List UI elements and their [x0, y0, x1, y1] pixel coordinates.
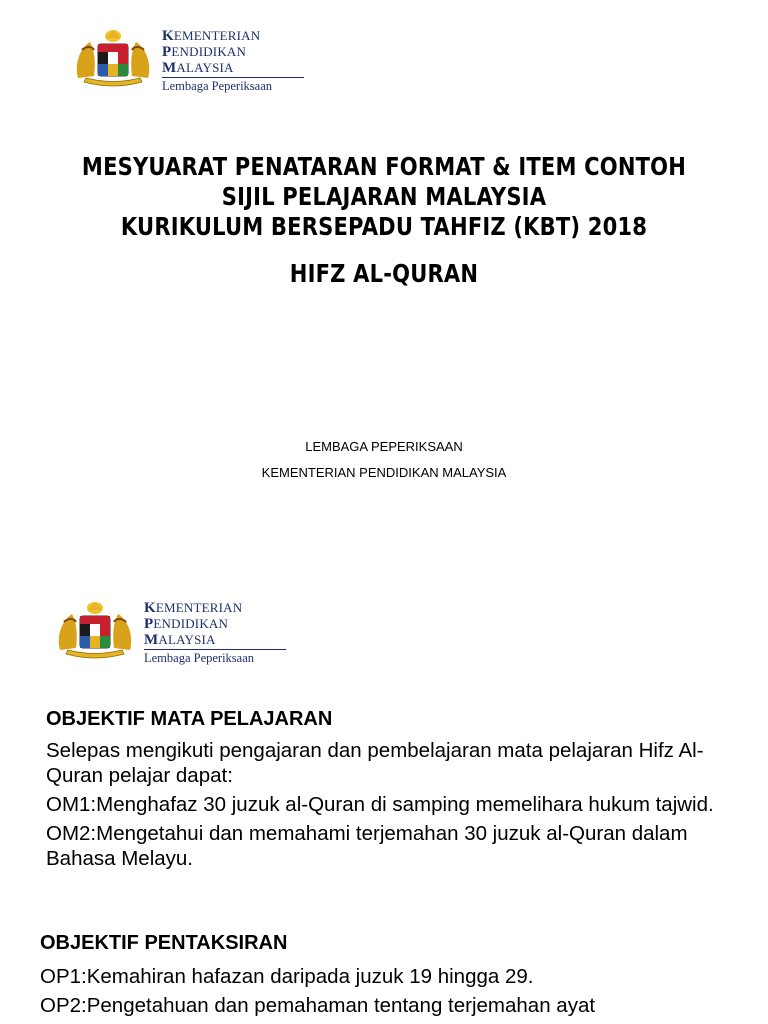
- logo-line-3: MALAYSIA: [144, 632, 216, 648]
- logo-text: [162, 28, 304, 94]
- logo-divider: [144, 649, 286, 650]
- malaysia-crest-icon: [70, 28, 156, 90]
- subject-objectives: [46, 706, 746, 871]
- logo-line-2: PENDIDIKAN: [162, 44, 247, 60]
- ministry-logo: [70, 28, 304, 94]
- objectives-intro: Selepas mengikuti pengajaran dan pembelajaran mata pelajaran Hifz Al-Quran pelajar dapat:: [46, 739, 704, 787]
- logo-subline: Lembaga Peperiksaan: [144, 651, 255, 665]
- org-line-2: KEMENTERIAN PENDIDIKAN MALAYSIA: [261, 465, 507, 480]
- title-line-2: SIJIL PELAJARAN MALAYSIA: [221, 182, 547, 211]
- logo-line-3: MALAYSIA: [162, 60, 234, 76]
- heading-assessment-objectives: OBJEKTIF PENTAKSIRAN: [40, 932, 288, 954]
- assessment-objectives: [40, 960, 750, 1018]
- slide-objectives: [0, 576, 768, 1024]
- objective-op2: OP2:Pengetahuan dan pemahaman tentang terjemahan ayat: [40, 994, 596, 1017]
- logo-divider: [162, 77, 304, 78]
- logo-subline: Lembaga Peperiksaan: [162, 79, 273, 93]
- organization-block: [0, 434, 768, 486]
- logo-line-1: KEMENTERIAN: [144, 600, 243, 616]
- subject-title: HIFZ AL-QURAN: [289, 259, 479, 288]
- logo-line-1: KEMENTERIAN: [162, 28, 261, 44]
- objective-om2: OM2:Mengetahui dan memahami terjemahan 30 juzuk al-Quran dalam Bahasa Melayu.: [46, 822, 688, 870]
- logo-text: [144, 600, 286, 666]
- ministry-logo: [52, 600, 286, 666]
- objective-om1: OM1:Menghafaz 30 juzuk al-Quran di samping memelihara hukum tajwid.: [46, 793, 714, 816]
- title-line-3: KURIKULUM BERSEPADU TAHFIZ (KBT) 2018: [120, 212, 648, 241]
- slide-title-block: [54, 152, 714, 289]
- heading-subject-objectives: OBJEKTIF MATA PELAJARAN: [46, 708, 333, 730]
- title-line-1: MESYUARAT PENATARAN FORMAT & ITEM CONTOH: [81, 152, 687, 181]
- malaysia-crest-icon: [52, 600, 138, 662]
- logo-line-2: PENDIDIKAN: [144, 616, 229, 632]
- objective-op1: OP1:Kemahiran hafazan daripada juzuk 19 hingga 29.: [40, 965, 534, 988]
- org-line-1: LEMBAGA PEPERIKSAAN: [305, 439, 463, 454]
